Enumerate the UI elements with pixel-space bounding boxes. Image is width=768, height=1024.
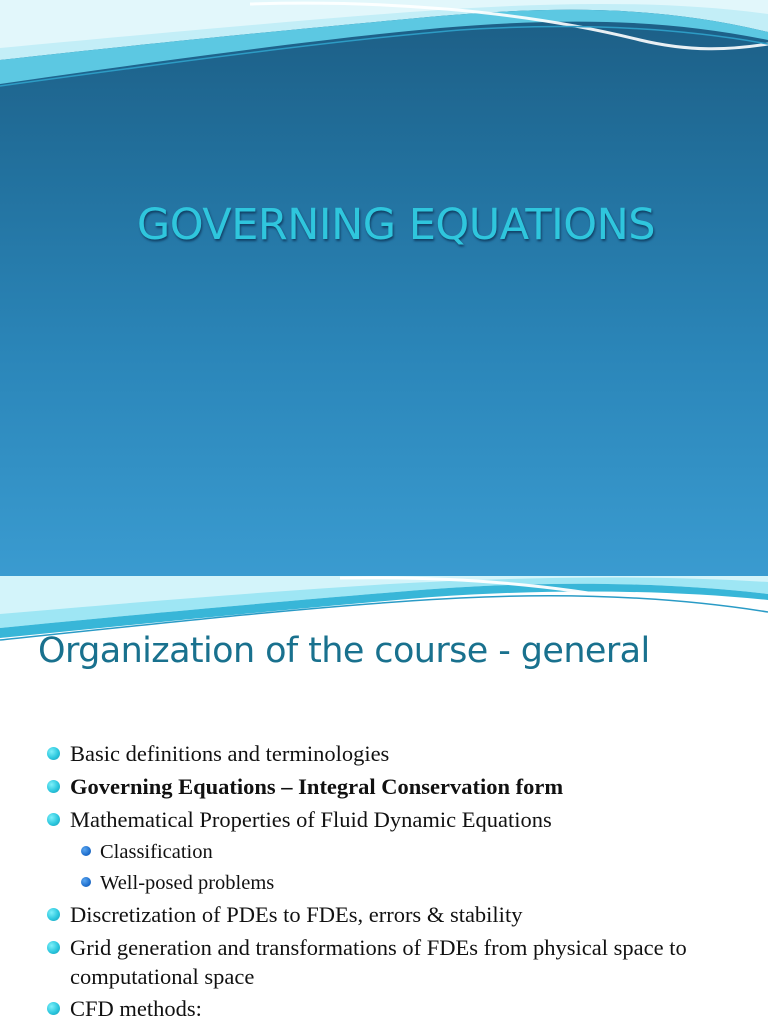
list-item xyxy=(46,994,756,1024)
bullet-list xyxy=(46,739,756,1024)
bullet-text: Discretization of PDEs to FDEs, errors & stability xyxy=(70,902,523,927)
sub-list-item xyxy=(46,869,756,897)
sub-bullet-icon xyxy=(81,877,91,887)
sub-list-item xyxy=(46,838,756,866)
bullet-text: Classification xyxy=(100,841,213,863)
bullet-icon xyxy=(47,813,60,826)
list-item xyxy=(46,772,756,802)
list-item xyxy=(46,805,756,835)
bullet-text: Mathematical Properties of Fluid Dynamic Equations xyxy=(70,807,552,832)
content-slide xyxy=(0,576,768,1024)
slide-title: Organization of the course - general xyxy=(38,631,650,671)
bullet-icon xyxy=(47,780,60,793)
bullet-icon xyxy=(47,1002,60,1015)
wave-decoration xyxy=(0,0,768,110)
sub-bullet-icon xyxy=(81,846,91,856)
bullet-icon xyxy=(47,747,60,760)
bullet-icon xyxy=(47,941,60,954)
list-item xyxy=(46,900,756,930)
bullet-text: Well-posed problems xyxy=(100,872,275,894)
slide-title: GOVERNING EQUATIONS xyxy=(136,200,656,250)
list-item xyxy=(46,933,756,991)
bullet-icon xyxy=(47,908,60,921)
bullet-text: Basic definitions and terminologies xyxy=(70,741,390,766)
list-item xyxy=(46,739,756,769)
bullet-text: CFD methods: xyxy=(70,996,202,1021)
bullet-text: Governing Equations – Integral Conservation form xyxy=(70,774,564,799)
bullet-text: Grid generation and transformations of FDEs from physical space to computational space xyxy=(70,935,687,989)
